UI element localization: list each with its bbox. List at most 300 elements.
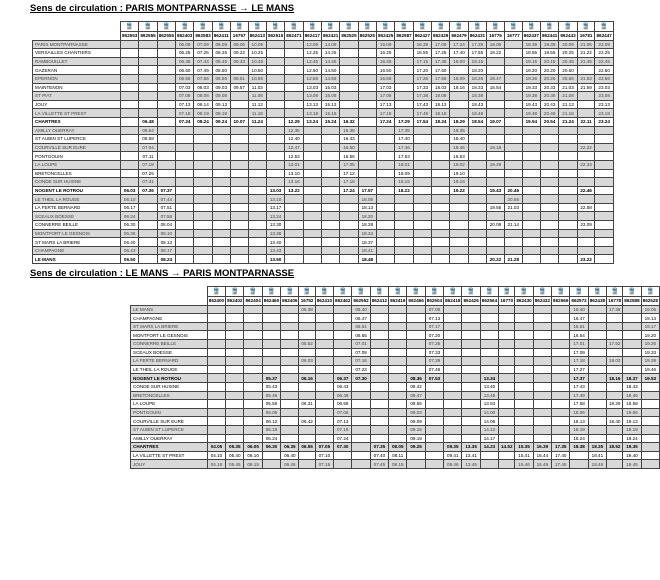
table-row <box>33 169 614 178</box>
time-cell: 12.45 <box>303 57 321 66</box>
time-cell <box>176 255 194 264</box>
time-cell <box>533 391 551 400</box>
time-cell <box>541 229 559 238</box>
time-cell <box>487 109 505 118</box>
time-cell <box>315 322 333 331</box>
time-cell <box>522 143 540 152</box>
table-row <box>33 186 614 195</box>
time-cell: 06.19 <box>262 425 280 434</box>
time-cell <box>230 160 248 169</box>
time-cell <box>321 212 339 221</box>
time-cell <box>480 357 498 366</box>
section-title: Sens de circulation : PARIS MONTPARNASSE → LE MANS <box>30 3 295 14</box>
time-cell <box>377 126 395 135</box>
time-cell <box>157 92 175 101</box>
time-cell: 06.30 <box>262 443 280 452</box>
time-cell <box>559 203 577 212</box>
time-cell: 18.13 <box>358 203 376 212</box>
time-cell <box>607 322 623 331</box>
time-cell <box>641 417 659 426</box>
time-cell: 14.45 <box>321 57 339 66</box>
time-cell: 16.32 <box>340 117 358 126</box>
time-cell: 06.50 <box>176 66 194 75</box>
time-cell <box>230 152 248 161</box>
time-cell <box>230 229 248 238</box>
time-cell <box>395 83 413 92</box>
time-cell: 06.48 <box>139 117 157 126</box>
train-number: 862525 <box>359 33 375 39</box>
time-cell <box>226 374 244 383</box>
station-name: LE THEIL LA ROUGE <box>33 195 121 204</box>
time-cell <box>358 160 376 169</box>
time-cell: 21.03 <box>504 203 522 212</box>
time-cell <box>541 178 559 187</box>
time-cell: 18.33 <box>468 83 486 92</box>
time-cell <box>499 417 515 426</box>
time-cell: 17.46 <box>395 143 413 152</box>
time-cell <box>462 382 480 391</box>
table-row <box>131 417 660 426</box>
time-cell <box>450 212 468 221</box>
table-row <box>131 305 660 314</box>
table-row <box>131 331 660 340</box>
time-cell <box>389 348 407 357</box>
time-cell <box>641 443 659 452</box>
time-cell <box>559 143 577 152</box>
time-cell <box>244 365 262 374</box>
time-cell <box>340 229 358 238</box>
time-cell <box>370 314 388 323</box>
time-cell: 17.24 <box>340 186 358 195</box>
time-cell <box>432 246 450 255</box>
train-number: 862525 <box>341 33 357 39</box>
time-cell <box>499 314 515 323</box>
time-cell <box>559 135 577 144</box>
time-cell <box>552 357 570 366</box>
time-cell: 13.35 <box>462 443 480 452</box>
time-cell <box>504 100 522 109</box>
time-cell <box>389 331 407 340</box>
time-cell <box>285 74 303 83</box>
train-icon: 🚆 <box>285 22 303 32</box>
time-cell <box>281 391 299 400</box>
table-row <box>131 348 660 357</box>
time-cell <box>212 160 230 169</box>
train-icon: 🚆 <box>641 287 659 297</box>
time-cell: 11.13 <box>248 100 266 109</box>
time-cell: 17.09 <box>432 40 450 49</box>
time-cell <box>450 195 468 204</box>
train-number: 862566 <box>553 298 569 304</box>
time-cell <box>480 322 498 331</box>
time-cell <box>413 212 431 221</box>
time-cell: 21.08 <box>559 92 577 101</box>
time-cell <box>244 322 262 331</box>
time-cell <box>407 314 425 323</box>
time-cell <box>207 365 225 374</box>
time-cell: 12.56 <box>303 74 321 83</box>
time-cell <box>499 382 515 391</box>
time-cell <box>157 152 175 161</box>
time-cell: 19.43 <box>522 100 540 109</box>
time-cell: 06.45 <box>176 57 194 66</box>
time-cell <box>176 212 194 221</box>
time-cell <box>395 74 413 83</box>
time-cell <box>139 66 157 75</box>
table-row <box>131 357 660 366</box>
time-cell <box>389 314 407 323</box>
time-cell <box>303 169 321 178</box>
station-name: SCEAUX BOESSE <box>33 212 121 221</box>
time-cell <box>285 83 303 92</box>
time-cell <box>370 434 388 443</box>
time-cell <box>207 314 225 323</box>
time-cell <box>285 203 303 212</box>
time-cell: 06.17 <box>121 203 139 212</box>
time-cell: 10.09 <box>248 40 266 49</box>
time-cell <box>588 425 606 434</box>
time-cell <box>533 382 551 391</box>
time-cell <box>607 314 623 323</box>
time-cell <box>515 331 533 340</box>
time-cell: 17.58 <box>570 400 588 409</box>
time-cell <box>212 143 230 152</box>
time-cell <box>358 169 376 178</box>
time-cell <box>444 434 462 443</box>
time-cell <box>577 100 595 109</box>
time-cell <box>515 425 533 434</box>
time-cell <box>450 229 468 238</box>
time-cell <box>321 135 339 144</box>
time-cell: 14.06 <box>480 417 498 426</box>
train-number: 862425 <box>378 33 394 39</box>
table-row <box>33 83 614 92</box>
time-cell: 20.22 <box>487 255 505 264</box>
time-cell <box>595 229 613 238</box>
time-cell <box>641 460 659 469</box>
time-cell <box>315 305 333 314</box>
time-cell: 06.36 <box>121 229 139 238</box>
time-cell <box>303 221 321 230</box>
time-cell <box>303 229 321 238</box>
time-cell <box>176 238 194 247</box>
time-cell: 19.35 <box>623 443 641 452</box>
time-cell <box>468 203 486 212</box>
time-cell <box>285 195 303 204</box>
section-title: Sens de circulation : LE MANS → PARIS MONTPARNASSE <box>30 268 295 280</box>
time-cell <box>389 365 407 374</box>
time-cell <box>432 238 450 247</box>
time-cell <box>212 126 230 135</box>
time-cell: 18.13 <box>432 100 450 109</box>
section-le-mans-paris <box>0 268 660 469</box>
time-cell: 07.49 <box>194 66 212 75</box>
train-number: 862429 <box>433 33 449 39</box>
time-cell <box>504 238 522 247</box>
time-cell <box>281 417 299 426</box>
time-cell <box>468 229 486 238</box>
table-row <box>33 255 614 264</box>
time-cell <box>595 255 613 264</box>
time-cell: 19.56 <box>487 203 505 212</box>
time-cell: 13.16 <box>285 178 303 187</box>
time-cell <box>432 178 450 187</box>
time-cell: 17.38 <box>413 92 431 101</box>
time-cell: 08.24 <box>194 117 212 126</box>
time-cell: 15.18 <box>321 109 339 118</box>
train-number: 862402 <box>227 298 243 304</box>
time-cell <box>588 382 606 391</box>
time-cell <box>303 238 321 247</box>
time-cell <box>139 195 157 204</box>
time-cell <box>226 408 244 417</box>
table-row <box>131 374 660 383</box>
time-cell: 13.10 <box>285 169 303 178</box>
time-cell: 13.18 <box>303 109 321 118</box>
time-cell <box>121 66 139 75</box>
time-cell <box>139 83 157 92</box>
time-cell: 11.03 <box>248 83 266 92</box>
time-cell: 09.35 <box>444 443 462 452</box>
time-cell: 17.39 <box>468 40 486 49</box>
time-cell <box>499 425 515 434</box>
time-cell: 11.24 <box>248 117 266 126</box>
time-cell: 16.39 <box>533 443 551 452</box>
time-cell <box>541 246 559 255</box>
time-cell <box>432 143 450 152</box>
time-cell <box>425 408 443 417</box>
time-cell <box>444 417 462 426</box>
train-icon: 🚆 <box>299 287 315 297</box>
time-cell <box>541 238 559 247</box>
time-cell <box>515 408 533 417</box>
time-cell: 07.37 <box>157 186 175 195</box>
time-cell <box>340 74 358 83</box>
table-row <box>33 49 614 58</box>
time-cell <box>425 434 443 443</box>
time-cell: 19.17 <box>641 322 659 331</box>
time-cell: 17.18 <box>340 178 358 187</box>
train-number: 862437 <box>523 33 539 39</box>
train-icon: 🚆 <box>468 22 486 32</box>
time-cell: 17.24 <box>450 40 468 49</box>
time-cell: 09.51 <box>230 74 248 83</box>
time-cell <box>370 374 388 383</box>
time-cell: 21.22 <box>577 49 595 58</box>
train-icon: 🚆 <box>244 287 262 297</box>
time-cell: 17.40 <box>552 451 570 460</box>
time-cell <box>450 92 468 101</box>
train-number: 862413 <box>249 33 265 39</box>
time-cell <box>395 229 413 238</box>
time-cell: 10.07 <box>230 117 248 126</box>
time-cell: 13.22 <box>285 186 303 195</box>
time-cell: 06.51 <box>352 322 370 331</box>
time-cell <box>499 331 515 340</box>
time-cell: 21.14 <box>504 221 522 230</box>
time-cell: 22.50 <box>595 66 613 75</box>
time-cell <box>413 126 431 135</box>
time-cell <box>450 221 468 230</box>
time-cell <box>641 451 659 460</box>
time-cell: 19.20 <box>522 66 540 75</box>
time-cell: 06.56 <box>176 74 194 83</box>
train-icon: 🚆 <box>499 287 515 297</box>
time-cell <box>370 365 388 374</box>
time-cell <box>230 92 248 101</box>
time-cell <box>395 238 413 247</box>
time-cell: 09.09 <box>407 417 425 426</box>
time-cell <box>121 109 139 118</box>
time-cell <box>577 152 595 161</box>
time-cell <box>358 57 376 66</box>
time-cell <box>450 100 468 109</box>
time-cell <box>480 340 498 349</box>
time-cell <box>533 314 551 323</box>
time-cell: 07.11 <box>139 152 157 161</box>
time-cell <box>559 169 577 178</box>
time-cell <box>504 49 522 58</box>
train-number: 862555 <box>158 33 175 39</box>
time-cell: 06.10 <box>121 195 139 204</box>
time-cell <box>315 400 333 409</box>
time-cell <box>176 178 194 187</box>
time-cell: 18.28 <box>358 221 376 230</box>
train-icon: 🚆 <box>370 287 388 297</box>
time-cell <box>303 143 321 152</box>
time-cell <box>340 238 358 247</box>
train-icon: 🚆 <box>315 287 333 297</box>
time-cell <box>352 434 370 443</box>
time-cell <box>176 195 194 204</box>
time-cell: 07.18 <box>176 109 194 118</box>
table-row <box>33 57 614 66</box>
time-cell <box>194 186 212 195</box>
time-cell: 16.56 <box>377 74 395 83</box>
time-cell: 17.55 <box>468 49 486 58</box>
time-cell: 18.15 <box>395 178 413 187</box>
table-row <box>131 382 660 391</box>
time-cell <box>541 203 559 212</box>
time-cell <box>321 255 339 264</box>
time-cell: 22.58 <box>577 203 595 212</box>
time-cell <box>487 135 505 144</box>
time-cell <box>299 365 315 374</box>
time-cell <box>623 340 641 349</box>
time-cell <box>468 126 486 135</box>
time-cell <box>577 238 595 247</box>
time-cell: 05.49 <box>262 391 280 400</box>
time-cell <box>588 365 606 374</box>
time-cell: 17.43 <box>413 100 431 109</box>
time-cell <box>559 186 577 195</box>
time-cell: 06.45 <box>281 460 299 469</box>
table-row <box>33 238 614 247</box>
time-cell: 13.24 <box>303 117 321 126</box>
time-cell: 08.14 <box>194 100 212 109</box>
time-cell <box>266 40 284 49</box>
time-cell <box>515 314 533 323</box>
time-cell: 18.29 <box>450 117 468 126</box>
time-cell: 18.20 <box>358 212 376 221</box>
time-cell <box>377 229 395 238</box>
train-number: 16775 <box>487 32 505 41</box>
time-cell <box>157 74 175 83</box>
time-cell <box>515 357 533 366</box>
train-icon: 🚆 <box>595 22 613 32</box>
time-cell <box>262 460 280 469</box>
time-cell <box>595 195 613 204</box>
time-cell <box>266 57 284 66</box>
time-cell <box>413 143 431 152</box>
time-cell <box>377 221 395 230</box>
time-cell <box>176 169 194 178</box>
time-cell <box>533 374 551 383</box>
time-cell: 19.13 <box>641 314 659 323</box>
time-cell: 09.22 <box>230 49 248 58</box>
time-cell: 07.18 <box>139 160 157 169</box>
time-cell <box>334 451 352 460</box>
time-cell <box>444 314 462 323</box>
time-cell <box>607 365 623 374</box>
time-cell: 22.09 <box>595 40 613 49</box>
station-name: JOUY <box>33 100 121 109</box>
time-cell <box>468 238 486 247</box>
time-cell: 06.40 <box>121 238 139 247</box>
time-cell <box>444 322 462 331</box>
time-cell: 17.05 <box>340 160 358 169</box>
time-cell <box>207 408 225 417</box>
time-cell <box>413 246 431 255</box>
time-cell <box>462 374 480 383</box>
time-cell <box>212 212 230 221</box>
time-cell: 18.43 <box>623 382 641 391</box>
time-cell <box>432 135 450 144</box>
time-cell <box>432 160 450 169</box>
time-cell: 19.55 <box>541 49 559 58</box>
time-cell: 13.01 <box>285 160 303 169</box>
time-cell <box>641 382 659 391</box>
time-cell <box>377 160 395 169</box>
time-cell: 15.13 <box>321 100 339 109</box>
time-cell <box>248 212 266 221</box>
time-cell: 17.26 <box>413 74 431 83</box>
time-cell <box>595 203 613 212</box>
time-cell <box>352 443 370 452</box>
time-cell <box>533 434 551 443</box>
time-cell <box>522 186 540 195</box>
time-cell <box>588 322 606 331</box>
time-cell <box>577 109 595 118</box>
time-cell <box>248 195 266 204</box>
time-cell <box>462 314 480 323</box>
time-cell <box>303 195 321 204</box>
time-cell <box>395 40 413 49</box>
table-row <box>33 212 614 221</box>
train-number: 862427 <box>414 33 431 39</box>
time-cell <box>207 357 225 366</box>
time-cell <box>444 305 462 314</box>
station-name: AMILLY OUERRAY <box>131 434 208 443</box>
time-cell <box>194 152 212 161</box>
time-cell: 22.33 <box>577 160 595 169</box>
time-cell: 11.08 <box>248 92 266 101</box>
time-cell <box>244 417 262 426</box>
time-cell <box>157 57 175 66</box>
time-cell <box>595 143 613 152</box>
time-cell: 10.50 <box>248 66 266 75</box>
time-cell: 06.15 <box>244 460 262 469</box>
